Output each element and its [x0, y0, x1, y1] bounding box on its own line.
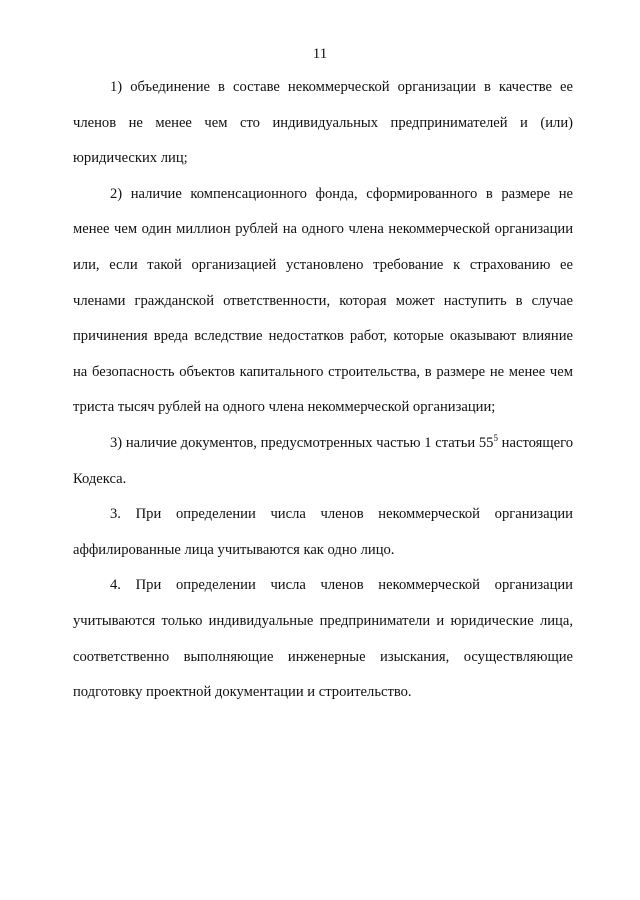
article-superscript: 5: [493, 433, 498, 444]
page-number: 11: [312, 46, 328, 62]
document-body: [73, 70, 573, 711]
paragraph-item-2: 2) наличие компенсационного фонда, сформированного в размере не менее чем один миллион рублей на одного члена некоммерческой организации или, если такой организацией установлено требование к страхованию ее членами гражданской ответственности, которая может наступить в случае причинения вреда вследствие недостатков работ, которые оказывают влияние на безопасность объектов капитального строительства, в размере не менее чем триста тысяч рублей на одного члена некоммерческой организации;: [73, 185, 573, 416]
paragraph-item-3-text: 3) наличие документов, предусмотренных частью 1 статьи 55: [110, 434, 494, 451]
paragraph-section-4: 4. При определении числа членов некоммерческой организации учитываются только индивидуальные предприниматели и юридические лица, соответственно выполняющие инженерные изыскания, осуществляющие подготовку проектной документации и строительство.: [73, 577, 573, 701]
paragraph-item-3: [73, 426, 573, 497]
paragraph-item-3-tail: настоящего Кодекса.: [73, 434, 573, 487]
paragraph-item-1: 1) объединение в составе некоммерческой организации в качестве ее членов не менее чем сто индивидуальных предпринимателей и (или) юридических лиц;: [73, 79, 573, 167]
paragraph-section-3: 3. При определении числа членов некоммерческой организации аффилированные лица учитываются как одно лицо.: [73, 506, 573, 558]
